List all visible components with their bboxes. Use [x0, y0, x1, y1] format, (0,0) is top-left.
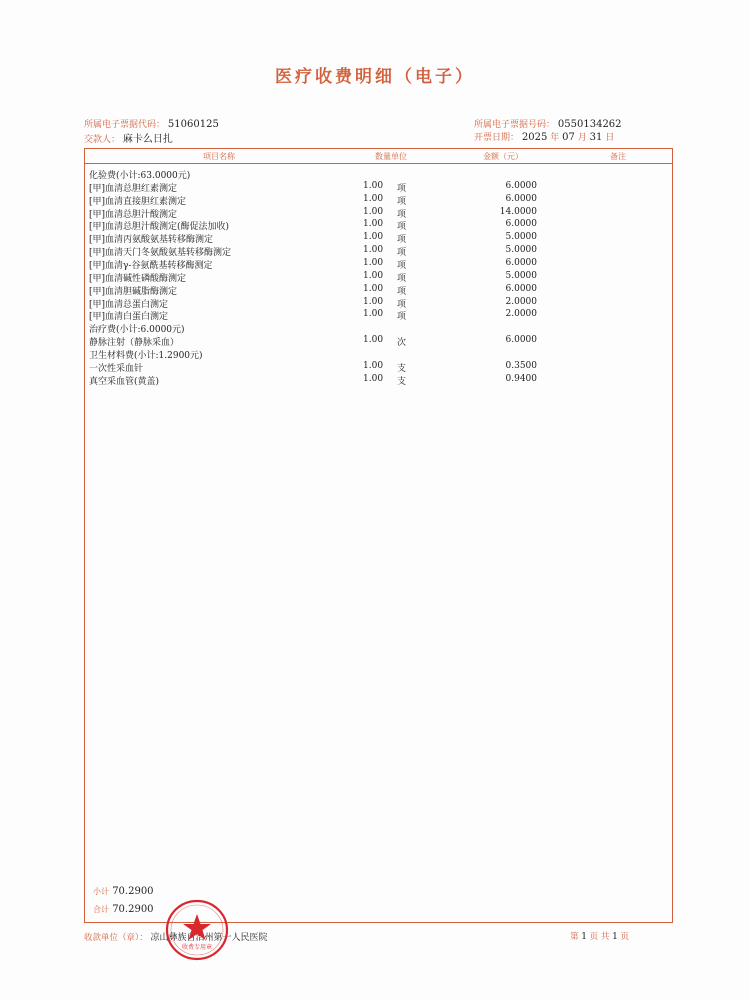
issue-date-month: 07	[562, 132, 575, 143]
payee-value: 凉山彝族自治州第一人民医院	[150, 933, 268, 943]
item-unit: 项	[397, 299, 407, 310]
table-row	[85, 361, 672, 374]
page-mid: 页 共	[589, 932, 610, 942]
item-name: [甲]血清总胆红素测定	[89, 183, 178, 194]
item-name: [甲]血清γ-谷氨酰基转移酶测定	[89, 260, 213, 271]
page-prefix: 第	[570, 932, 579, 942]
hospital-seal-icon	[165, 898, 229, 962]
bill-number: 所属电子票据号码： 0550134262	[474, 119, 622, 130]
item-quantity: 1.00	[363, 193, 384, 204]
page-total: 1	[612, 932, 618, 942]
item-unit: 项	[397, 235, 407, 246]
table-row	[85, 348, 672, 361]
item-name: [甲]血清碱性磷酸酶测定	[89, 273, 187, 284]
item-amount: 2.0000	[505, 296, 537, 307]
subtotal	[93, 886, 154, 897]
table-row	[85, 181, 672, 194]
total	[93, 904, 154, 915]
item-unit: 项	[397, 248, 407, 259]
table-row	[85, 297, 672, 310]
item-unit: 项	[397, 209, 407, 220]
item-quantity: 1.00	[363, 245, 384, 256]
table-row	[85, 219, 672, 232]
bill-number-value: 0550134262	[557, 119, 622, 130]
table-header	[85, 149, 672, 164]
issue-date: 开票日期： 2025 年 07 月 31 日	[474, 132, 615, 143]
item-amount: 6.0000	[505, 193, 537, 204]
item-name: 真空采血管(黄盖)	[89, 376, 160, 387]
table-row	[85, 245, 672, 258]
item-unit: 支	[397, 363, 407, 374]
item-quantity: 1.00	[363, 283, 384, 294]
total-value: 70.2900	[112, 904, 154, 915]
item-quantity: 1.00	[363, 206, 384, 217]
col-note: 备注	[610, 152, 626, 161]
page-count	[570, 930, 629, 942]
month-char: 月	[577, 133, 587, 143]
item-name: 化验费(小计:63.0000元)	[89, 171, 191, 181]
col-item: 项目名称	[203, 152, 235, 161]
payer-label: 交款人	[84, 135, 112, 145]
page-suffix: 页	[620, 932, 630, 942]
item-name: [甲]血清天门冬氨酸氨基转移酶测定	[89, 248, 232, 259]
item-amount: 6.0000	[505, 180, 537, 191]
item-unit: 项	[397, 183, 407, 194]
table-row	[85, 374, 672, 387]
issue-date-year: 2025	[521, 132, 548, 143]
table-row	[85, 168, 672, 181]
bill-code-value: 51060125	[167, 119, 219, 130]
item-unit: 项	[397, 222, 407, 233]
item-quantity: 1.00	[363, 270, 384, 281]
item-name: [甲]血清白蛋白测定	[89, 312, 169, 323]
table-row	[85, 284, 672, 297]
col-amount: 金额（元）	[483, 152, 523, 161]
page-title: 医疗收费明细（电子）	[275, 67, 475, 87]
payee-label: 收款单位（章）：	[84, 933, 148, 943]
item-quantity: 1.00	[363, 335, 384, 346]
item-unit: 项	[397, 312, 407, 323]
seal-text: 收费专用章	[181, 944, 213, 951]
payer-value: 麻卡么日扎	[122, 134, 173, 145]
page-current: 1	[581, 932, 587, 942]
item-name: 一次性采血针	[89, 363, 144, 374]
item-amount: 5.0000	[505, 232, 537, 243]
bill-number-label: 所属电子票据号码	[474, 120, 547, 130]
table-row	[85, 335, 672, 348]
day-char: 日	[605, 133, 615, 143]
item-amount: 2.0000	[505, 309, 537, 320]
item-amount: 5.0000	[505, 270, 537, 281]
item-unit: 项	[397, 273, 407, 284]
col-qty-unit: 数量单位	[375, 152, 407, 161]
table-row	[85, 232, 672, 245]
item-amount: 6.0000	[505, 219, 537, 230]
item-amount: 6.0000	[505, 257, 537, 268]
table-row	[85, 194, 672, 207]
table-row	[85, 322, 672, 335]
item-quantity: 1.00	[363, 219, 384, 230]
item-amount: 0.9400	[505, 373, 537, 384]
item-amount: 6.0000	[505, 283, 537, 294]
item-quantity: 1.00	[363, 296, 384, 307]
item-unit: 项	[397, 260, 407, 271]
detail-table	[84, 148, 673, 923]
item-quantity: 1.00	[363, 257, 384, 268]
subtotal-value: 70.2900	[112, 886, 154, 897]
item-name: 治疗费(小计:6.0000元)	[89, 325, 185, 336]
table-row	[85, 258, 672, 271]
item-quantity: 1.00	[363, 360, 384, 371]
table-row	[85, 309, 672, 322]
item-quantity: 1.00	[363, 373, 384, 384]
bill-code-label: 所属电子票据代码	[84, 120, 157, 130]
table-row	[85, 271, 672, 284]
item-unit: 支	[397, 376, 407, 387]
table-row	[85, 207, 672, 220]
item-amount: 0.3500	[505, 360, 537, 371]
item-amount: 5.0000	[505, 245, 537, 256]
item-quantity: 1.00	[363, 180, 384, 191]
item-amount: 6.0000	[505, 335, 537, 346]
item-unit: 次	[397, 338, 407, 349]
item-name: [甲]血清总蛋白测定	[89, 299, 169, 310]
subtotal-label: 小计	[93, 887, 109, 896]
total-label: 合计	[93, 905, 109, 914]
item-name: 静脉注射（静脉采血）	[89, 338, 180, 349]
bill-code: 所属电子票据代码： 51060125	[84, 119, 219, 130]
issue-date-day: 31	[589, 132, 603, 143]
item-amount: 14.0000	[499, 206, 537, 217]
item-unit: 项	[397, 286, 407, 297]
item-name: 卫生材料费(小计:1.2900元)	[89, 350, 203, 361]
item-name: [甲]血清丙氨酸氨基转移酶测定	[89, 235, 214, 246]
year-char: 年	[550, 133, 560, 143]
item-name: [甲]血清总胆汁酸测定(酶促法加收)	[89, 222, 230, 233]
issue-date-label: 开票日期	[474, 133, 511, 143]
item-quantity: 1.00	[363, 309, 384, 320]
item-name: [甲]血清总胆汁酸测定	[89, 209, 178, 220]
item-name: [甲]血清胆碱脂酶测定	[89, 286, 178, 297]
payer: 交款人： 麻卡么日扎	[84, 134, 173, 145]
item-quantity: 1.00	[363, 232, 384, 243]
item-unit: 项	[397, 196, 407, 207]
item-name: [甲]血清直接胆红素测定	[89, 196, 187, 207]
